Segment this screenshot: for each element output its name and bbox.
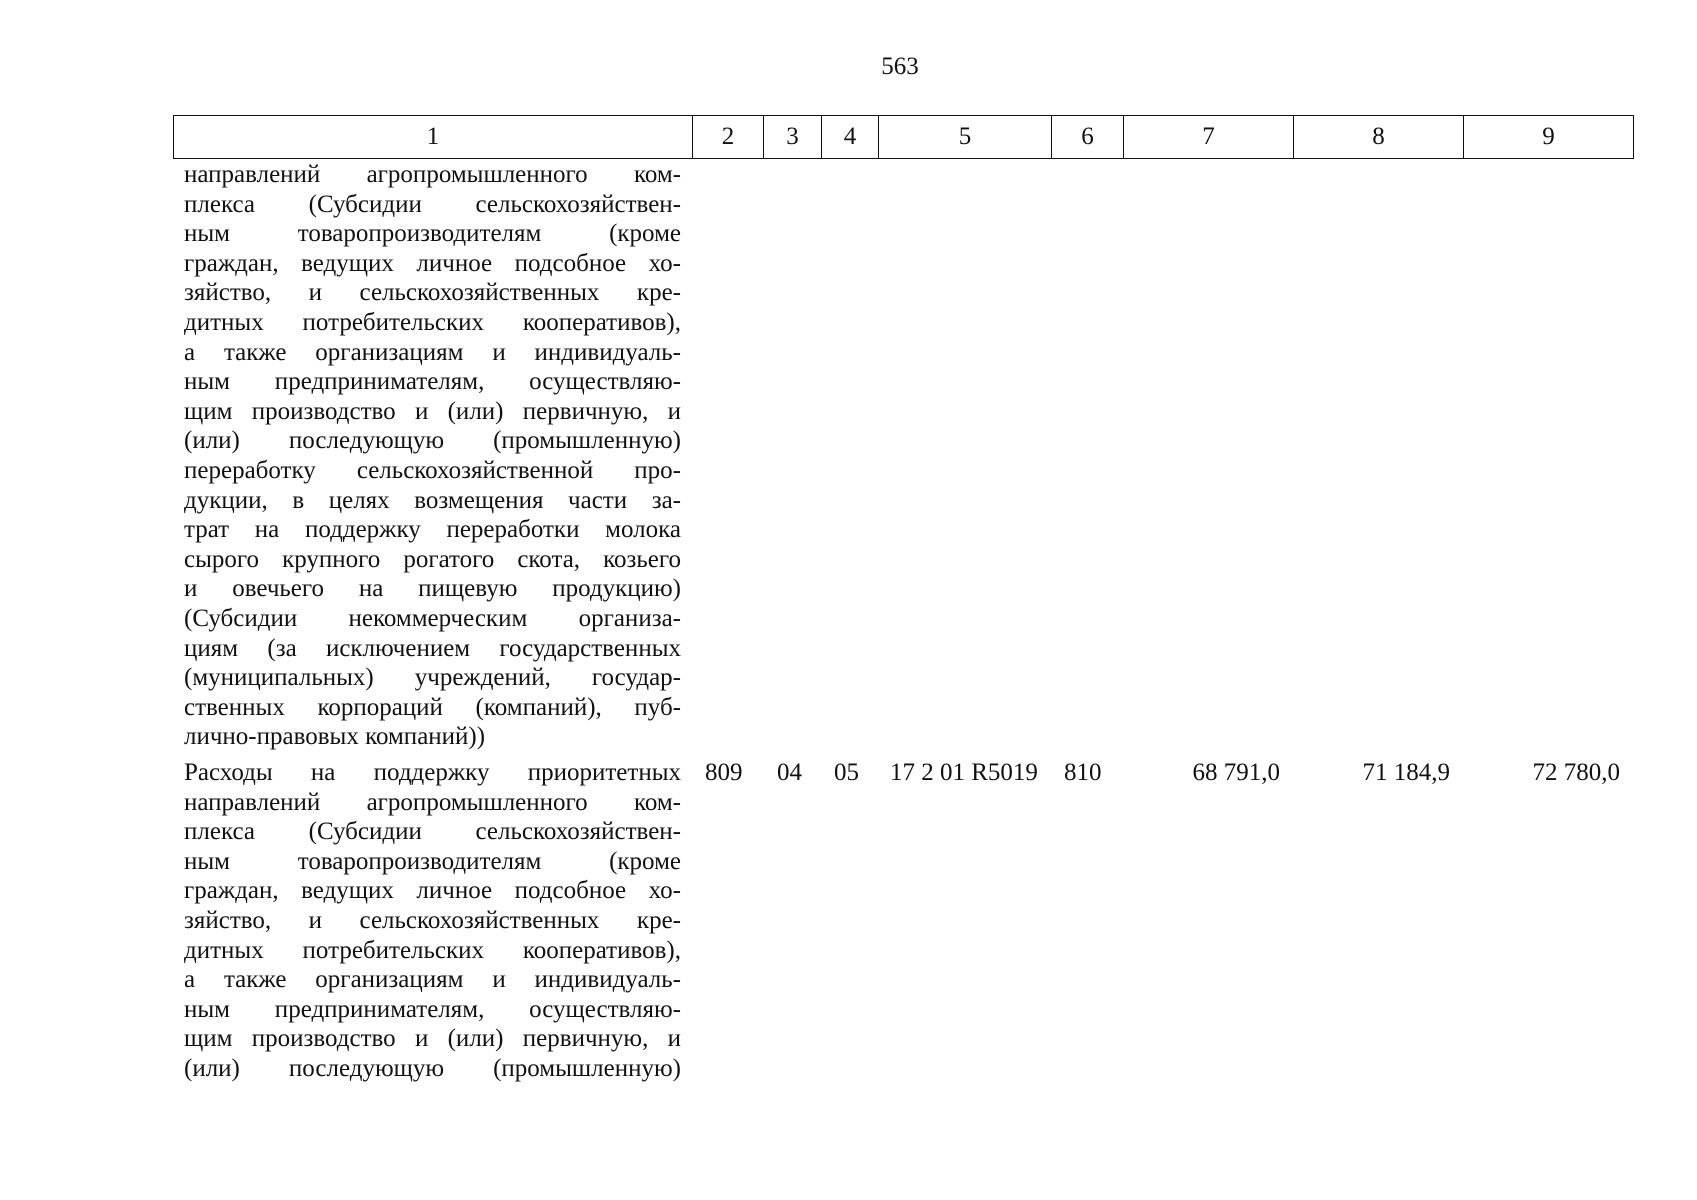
text-line: сырого крупного рогатого скота, козьего xyxy=(184,545,681,573)
text-line: дукции, в целях возмещения части за- xyxy=(184,486,681,514)
column-header-3: 3 xyxy=(764,116,822,159)
cell-expense-type: 810 xyxy=(1064,759,1102,786)
text-line: циям (за исключением государственных xyxy=(184,634,681,662)
cell-section-code: 04 xyxy=(777,759,802,786)
column-header-5: 5 xyxy=(879,116,1052,159)
cell-target-article: 17 2 01 R5019 xyxy=(890,759,1038,786)
text-line: граждан, ведущих личное подсобное хо- xyxy=(184,877,681,905)
continuation-description xyxy=(184,160,681,752)
text-line: ным товаропроизводителям (кроме xyxy=(184,220,681,248)
text-line: направлений агропромышленного ком- xyxy=(184,161,681,188)
cell-amount-9: 72 780,0 xyxy=(1532,759,1620,786)
page-number: 563 xyxy=(881,53,919,80)
column-header-9: 9 xyxy=(1464,116,1634,159)
text-line: (Субсидии некоммерческим организа- xyxy=(184,604,681,632)
column-header-8: 8 xyxy=(1294,116,1464,159)
text-line: дитных потребительских кооперативов), xyxy=(184,936,681,964)
text-line: щим производство и (или) первичную, и xyxy=(184,1025,681,1053)
text-line: трат на поддержку переработки молока xyxy=(184,516,681,544)
text-line: ственных корпораций (компаний), пуб- xyxy=(184,693,681,721)
text-line: ным предпринимателям, осуществляю- xyxy=(184,368,681,396)
text-line: а также организациям и индивидуаль- xyxy=(184,338,681,366)
text-line: (или) последующую (промышленную) xyxy=(184,1054,681,1082)
text-line: ным предпринимателям, осуществляю- xyxy=(184,995,681,1023)
text-line: зяйство, и сельскохозяйственных кре- xyxy=(184,279,681,307)
text-line: (или) последующую (промышленную) xyxy=(184,427,681,455)
text-line: направлений агропромышленного ком- xyxy=(184,788,681,816)
text-line: плекса (Субсидии сельскохозяйствен- xyxy=(184,190,681,218)
cell-amount-8: 71 184,9 xyxy=(1362,759,1450,786)
text-line: граждан, ведущих личное подсобное хо- xyxy=(184,249,681,277)
column-header-2: 2 xyxy=(693,116,764,159)
cell-subsection-code: 05 xyxy=(834,759,859,786)
cell-amount-7: 68 791,0 xyxy=(1192,759,1280,786)
cell-ministry-code: 809 xyxy=(705,759,743,786)
text-line: переработку сельскохозяйственной про- xyxy=(184,456,681,484)
text-line: (муниципальных) учреждений, государ- xyxy=(184,664,681,692)
text-line: щим производство и (или) первичную, и xyxy=(184,397,681,425)
text-line: лично-правовых компаний)) xyxy=(184,723,486,751)
text-line: плекса (Субсидии сельскохозяйствен- xyxy=(184,818,681,846)
text-line: Расходы на поддержку приоритетных xyxy=(184,759,681,786)
text-line: ным товаропроизводителям (кроме xyxy=(184,847,681,875)
text-line: и овечьего на пищевую продукцию) xyxy=(184,575,681,603)
text-line: зяйство, и сельскохозяйственных кре- xyxy=(184,906,681,934)
column-header-7: 7 xyxy=(1124,116,1294,159)
column-header-1: 1 xyxy=(174,116,693,159)
text-line: дитных потребительских кооперативов), xyxy=(184,308,681,336)
column-header-6: 6 xyxy=(1052,116,1124,159)
column-header-table xyxy=(173,115,1634,159)
column-header-row xyxy=(174,116,1634,159)
column-header-4: 4 xyxy=(822,116,879,159)
row-description xyxy=(184,758,681,1084)
text-line: а также организациям и индивидуаль- xyxy=(184,966,681,994)
